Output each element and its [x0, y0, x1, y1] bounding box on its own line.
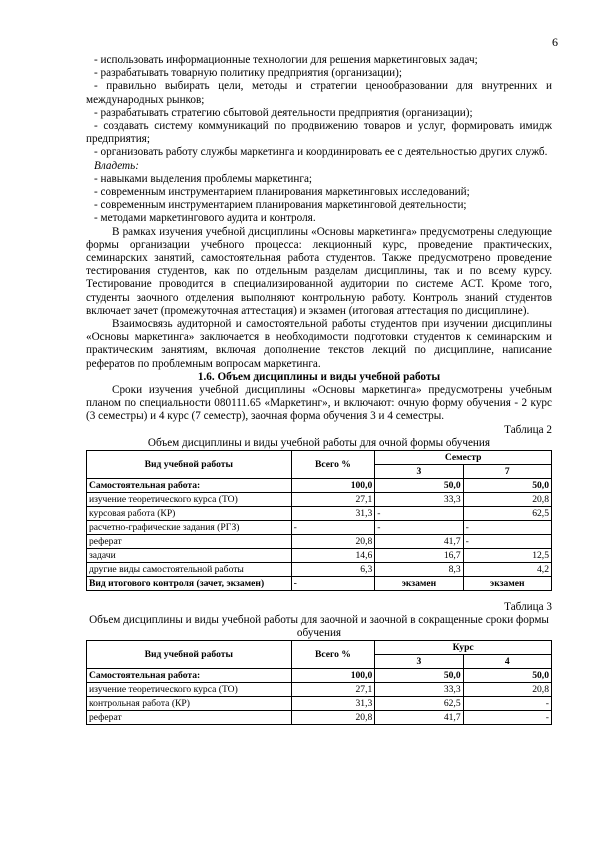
table-row [87, 534, 552, 548]
table2-col-total: Всего % [291, 450, 375, 478]
section-title: 1.6. Объем дисциплины и виды учебной работы [197, 370, 441, 383]
paragraph-relationship: Взаимосвязь аудиторной и самостоятельной работы студентов при изучении дисциплины «Основы маркетинга» заключается в необходимости подготовки студентов к семинарским и практическим занятиям, включая дополнение текстов лекций по дисциплине, написание рефератов по проблемным вопросам маркетинга. [86, 318, 552, 370]
table-row [87, 562, 552, 576]
paragraph-forms: В рамках изучения учебной дисциплины «Основы маркетинга» предусмотрены следующие формы организации учебного процесса: лекционный курс, проведение практических, семинарских занятий, самостоятельная работа студентов. Также предусмотрено проведение тестирования студентов, как по отдельным разделам дисциплины, так и по всему курсу. Тестирование проводится в специализированной аудитории по системе АСТ. Кроме того, студенты заочного отделения выполняют контрольную работу. Контроль знаний студентов включает зачет (промежуточная аттестация) и экзамен (итоговая аттестация по дисциплине). [86, 225, 552, 317]
row-total: 31,3 [291, 506, 375, 520]
list-item: - современным инструментарием планирования маркетинговых исследований; [94, 186, 470, 199]
table2-group-header: Семестр [375, 450, 552, 464]
row-name: расчетно-графические задания (РГЗ) [87, 520, 292, 534]
row-name: Самостоятельная работа: [87, 478, 292, 492]
row-value: 50,0 [375, 478, 463, 492]
row-value: 4,2 [463, 562, 551, 576]
row-value: 50,0 [463, 669, 551, 683]
list-item: - методами маркетингового аудита и контроля. [94, 212, 316, 225]
table2-sub-col: 7 [463, 464, 551, 478]
table2-caption: Объем дисциплины и виды учебной работы для очной формы обучения [147, 436, 491, 449]
row-value: - [463, 520, 551, 534]
row-value: 50,0 [463, 478, 551, 492]
row-value: 8,3 [375, 562, 463, 576]
table3-col-type: Вид учебной работы [87, 641, 292, 669]
row-value: - [463, 534, 551, 548]
row-value: 16,7 [375, 548, 463, 562]
row-name: реферат [87, 711, 292, 725]
document-body [86, 54, 552, 725]
row-name: Вид итогового контроля (зачет, экзамен) [87, 576, 292, 590]
row-value: 50,0 [375, 669, 463, 683]
table-row [87, 683, 552, 697]
competence-list [86, 54, 552, 160]
own-list [86, 173, 552, 226]
list-item: - использовать информационные технологии для решения маркетинговых задач; [94, 54, 478, 66]
list-item: - правильно выбирать цели, методы и стратегии ценообразовании для внутренних и международных рынков; [86, 80, 552, 106]
table2-sub-col: 3 [375, 464, 463, 478]
row-name: Самостоятельная работа: [87, 669, 292, 683]
row-total: 100,0 [291, 478, 375, 492]
row-total: 31,3 [291, 697, 375, 711]
table-row [87, 669, 552, 683]
row-name: изучение теоретического курса (ТО) [87, 492, 292, 506]
row-total: 27,1 [291, 683, 375, 697]
table-row [87, 576, 552, 590]
row-name: изучение теоретического курса (ТО) [87, 683, 292, 697]
row-value: 20,8 [463, 492, 551, 506]
table3 [86, 640, 552, 725]
list-item: - современным инструментарием планирования маркетинговой деятельности; [94, 199, 467, 212]
row-value: - [375, 520, 463, 534]
row-value: 33,3 [375, 683, 463, 697]
row-total: 100,0 [291, 669, 375, 683]
row-value: экзамен [375, 576, 463, 590]
row-total: - [291, 520, 375, 534]
row-value: - [463, 697, 551, 711]
table2-label: Таблица 2 [504, 423, 552, 436]
table-row [87, 711, 552, 725]
row-value: 62,5 [463, 506, 551, 520]
row-value: 41,7 [375, 711, 463, 725]
table3-label: Таблица 3 [504, 600, 552, 613]
table3-col-total: Всего % [291, 641, 375, 669]
page-number: 6 [552, 35, 558, 49]
row-value: 20,8 [463, 683, 551, 697]
table3-caption: Объем дисциплины и виды учебной работы для заочной и заочной в сокращенные сроки формы обучения [89, 614, 549, 640]
row-total: 20,8 [291, 534, 375, 548]
row-total: 20,8 [291, 711, 375, 725]
table3-sub-col: 4 [463, 655, 551, 669]
row-name: контрольная работа (КР) [87, 697, 292, 711]
row-value: - [375, 506, 463, 520]
table-row [87, 506, 552, 520]
row-value: 33,3 [375, 492, 463, 506]
table2-col-type: Вид учебной работы [87, 450, 292, 478]
row-total: - [291, 576, 375, 590]
paragraph-terms: Сроки изучения учебной дисциплины «Основы маркетинга» предусмотрены учебным планом по специальности 080111.65 «Маркетинг», и включают: очную форму обучения - 2 курс (3 семестры) и 4 курс (7 семестр), заочная форма обучения 3 и 4 семестры. [86, 384, 552, 423]
row-value: - [463, 711, 551, 725]
table3-sub-col: 3 [375, 655, 463, 669]
row-name: курсовая работа (КР) [87, 506, 292, 520]
row-value: 62,5 [375, 697, 463, 711]
row-name: другие виды самостоятельной работы [87, 562, 292, 576]
list-item: - создавать систему коммуникаций по продвижению товаров и услуг, формировать имидж предприятия; [86, 120, 552, 146]
list-item: - организовать работу службы маркетинга и координировать ее с деятельностью других служб. [94, 146, 548, 159]
table3-group-header: Курс [375, 641, 552, 655]
row-value: 41,7 [375, 534, 463, 548]
row-total: 14,6 [291, 548, 375, 562]
row-value: 12,5 [463, 548, 551, 562]
row-value: экзамен [463, 576, 551, 590]
list-item: - разрабатывать товарную политику предприятия (организации); [94, 67, 402, 80]
row-name: реферат [87, 534, 292, 548]
table-row [87, 478, 552, 492]
list-item: - навыками выделения проблемы маркетинга; [94, 172, 313, 185]
table-row [87, 697, 552, 711]
row-total: 6,3 [291, 562, 375, 576]
table-row [87, 520, 552, 534]
own-heading: Владеть: [94, 159, 139, 172]
table2 [86, 450, 552, 591]
row-name: задачи [87, 548, 292, 562]
table-row [87, 548, 552, 562]
table-row [87, 492, 552, 506]
row-total: 27,1 [291, 492, 375, 506]
list-item: - разрабатывать стратегию сбытовой деятельности предприятия (организации); [94, 106, 473, 119]
